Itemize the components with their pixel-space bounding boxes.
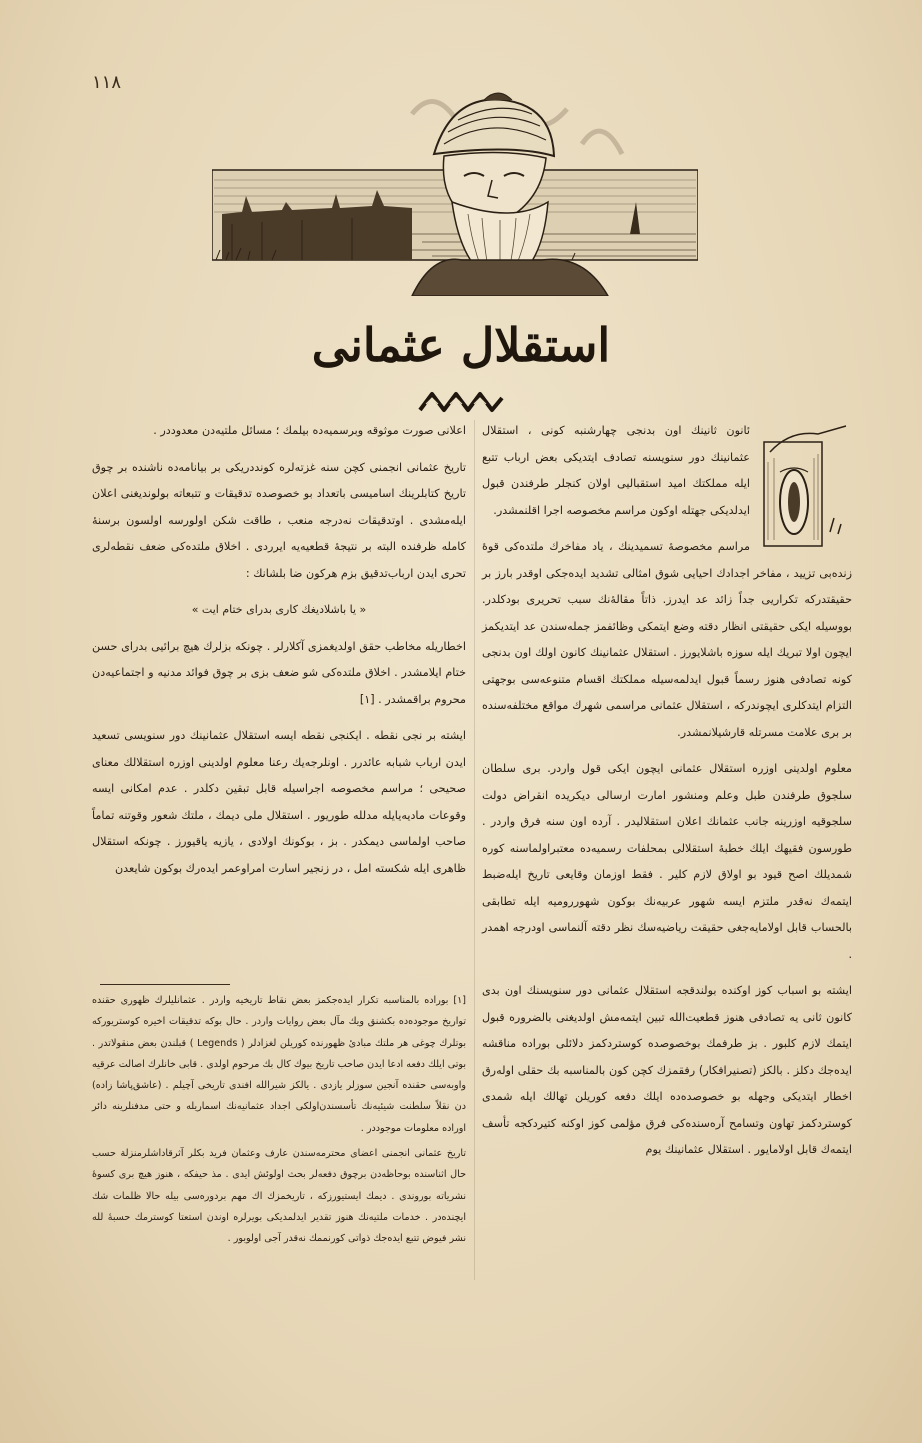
quoted-saying: « يا باشلادیغك کاری بدرای ختام ایت » [191,603,367,616]
illuminated-initial-letter-icon [760,422,852,550]
left-paragraph-4: ايشته بر نجی نقطه . ايکنجی نقطه ايسه استقلال عثمانينك دور سنويسی تسعيد ايدن ارباب شبابه عائدرر . اونلرجه‌يك رعنا معلوم اولدينی اوزره استقلالك معنای صحيحی ؛ مراسم مخصوصه اجراسيله قابل تبقين دکلدر . عدم امکانی ايسه وقوعات ماديه‌يايله مدلله طوريور . استقلال ملی ديمك ، ملتك شعور وقوتنه تماماً صاحب اولماسی ديمکدر . بز ، بوکونك اولادی ، يازيه ياقيورز . چونکه استقلال ظاهری ايله شکسته امل ، در زنجير اسارت امراوعمر ايده‌رك بوکون شايعدن [92,729,466,875]
left-paragraph-3: اخطاريله مخاطب حقق اولديغمزی آکلارلر . چونکه بزلرك هيچ برائيی بدرای حسن ختام ايلامشدر . اخلاق ملتده‌کی شو ضعف بزی بر چوق فوائد مدنيه و اجتماعيه‌دن محروم براقمشدر . [١] [92,639,466,706]
left-paragraph-1: اعلانی صورت موثوقه وبرسميه‌ده بيلمك ؛ مسائل ملتيه‌دن معدوددر . [153,424,466,437]
column-divider [474,420,475,1280]
portrait-illustration-icon [212,84,698,296]
right-paragraph-1: مراسم مخصوصهٔ تسميدينك ، ياد مفاخرك ملتده‌کی قوهٔ زنده‌بی تزييد ، مفاخر اجدادك احيايی شوق امثالی تشديد ايده‌جکی اوقدر بارز بر حقيقتدرکه تکراريی جداً زائد عد ايدرز. ذاتاً مقالهٔ‌نك سبب تحريری بودکلدر. بووسيله ايکی حقيقتی انظار دقته وضع ايتمکی وظائفمز جمله‌سندن عد ايتديکمز ايچون اولا تبريك ايله سوزه باشلايورز . استقلال عثمانينك کانون اولك اون بدنجی کونه تصادفی هنوز رسماً قبول ايدلمه‌سيله مملکتك اقسام متنوعه‌سی بوجهتی التزام ايتدکلری ايچوندرکه ، استقلال عثمانی مراسمی شهرك مواقع مختلفه‌سنده بر بری علامت مسرتله قارشيلانمشدر. [482,540,852,739]
footnote-separator [100,984,230,985]
left-column [92,418,466,892]
page-number: ١١٨ [92,72,122,93]
footnote-1: [١] بوراده بالمناسبه تکرار ايده‌جکمز بعض نقاط تاريخيه واردر . عثمانليلرك ظهوری حقنده تواريخ موجوده‌ده بکشنق ويك مآل بعض روايات واردر . حال بوکه تدقيقات اخيره کوستريورکه بوتلرك چوغی هر ملتك مبادیٔ ظهورنده کوريلن لغزادلر ( Legends ) قبلندن بعض منقولاتدر . بوتی ايلك دفعه ادعا ايدن صاحب تاريخ بيوك کال بك مرحوم اولدی . قابی خانلرك اصالت عرقيه واوبه‌سی حقنده آنجين سوزلر يازدی . يالکز شيرالله افندی تاريخی آچيلم . (عاشق‌پاشا زاده) دن نقلاً سلطنت شيئيه‌نك تأسسندن‌اولکی اجداد عثمانيه‌نك اسماريله و حتی مدفنلرينه دائر اوراده معلومات موجوددر . [92,995,466,1134]
right-paragraph-3: ايشته بو اسباب کوز اوکنده بولندقجه استقلال عثمانی دور سنويسنك اون بدی کانون ثانی يه تصادفی هنوز قطعيت‌الله تبين ايتمه‌مش اولديغنی بالضروره قبول ايتمك لازم کلبور . بز طرفمك بوخصوصده کوستردکمز دلائلی بوراده مناقشه ايده‌جك دکلز . بالکز (تصنيرافکار) رفقمزك کچن کون بالمناسبه بك حقلی اوله‌رق اخطار ايتديکی وجهله بو خصوصده‌ده ايلك دفعه کوريلن تهالك ايله شمدی کوستردکمز تهاون وتسامح آره‌سنده‌کی فرق مؤلمی کوز اوکنه کتيردکجه تأسف ايتمه‌ك قابل اولامايور . استقلال عثمانينك يوم [482,984,852,1156]
decorative-zigzag-ornament-icon [418,388,504,414]
page-title: استقلال عثمانی [311,318,611,372]
footnotes [92,990,466,1254]
left-paragraph-2: تاريخ عثمانی انجمنی کچن سنه غزته‌لره کونددريکی بر بيانامه‌ده ناشنده بر چوق تاريخ کتابلرينك اساميسی باتعداد بو خصوصده تدقيقات و تتبعاته بولونديغنی اعلان ايله‌مشدی . اوتدقيقات نه‌درجه منعب ، طاقت شکن اولورسه اولسون برسنهٔ کامله ظرفنده البته بر نتيجهٔ قطعيه‌يه ايرردی . اخلاق ملتده‌کی ضعف نقطه‌لری تحری ايدن ارباب‌تدقيق بزم هرکون ضا بلشانك : [92,460,466,580]
intro-paragraph: ئانون ثانينك اون بدنجی چهارشنبه کونی ، استقلال عثمانينك دور سنويسنه تصادف ايتديکی بعض ارباب تتبع ايله مملکتك امید استقباليی اولان کنجلر طرفندن قبول ايدلديکی جهتله اوکون مراسم مخصوصه اجرا اقلنمشدر. [482,424,750,517]
right-paragraph-2: معلوم اولدينی اوزره استقلال عثمانی ايچون ايکی قول واردر. بری سلطان سلجوق طرفندن طبل وعلم ومنشور امارت ارسالی ديکريده انقراض دولت سلجوقيه اوزرينه جانب عثمانك اعلان استقلاليدر . آرده اون سنه فرق واردر . طورسون فقيهك ايلك خطبهٔ استقلالی بمحلفات رسميه‌ده معتبراولماسنه کوره شمديلك اصح قيود بو اولاق لازم کلير . فقط اوزمان وقايعی تاريخ ايله‌ضبط ايتمه‌ك نه‌قدر ملتزم ايسه شهور عربيه‌نك بوکون شهورروميه ايله تطابقی بالحساب قابل اولامايه‌جغی حقيقت رياضيه‌سك نظر دقته آلنماسی اودرجه اهمدر . [482,762,852,961]
right-column [482,418,852,1174]
footnote-2: تاريخ عثمانی انجمنی اعضای محترمه‌سندن عارف وعثمان فريد بکلر آثرقاداشلرمنزلة حسب حال اثناسنده بوحاظه‌دن برچوق دفعه‌لر بحث اولوئش ايدی . مذ حيفکه ، هنوز هيچ بری کسوهٔ نشرياته بوروندی . ديمك ايستيورزکه ، تاريخمزك اك مهم بردوره‌سی بيله حالا ظلمات شك ايچنده‌در . خدمات ملتيه‌نك هنوز تقدير ايدلمديکی بويرلره اوندن استعتا کوسترمك حسبهٔ لله نشر فيوض تتبع ايده‌جك ذواتی کورنممك نه‌قدر آجی اولوبور . [92,1148,466,1245]
